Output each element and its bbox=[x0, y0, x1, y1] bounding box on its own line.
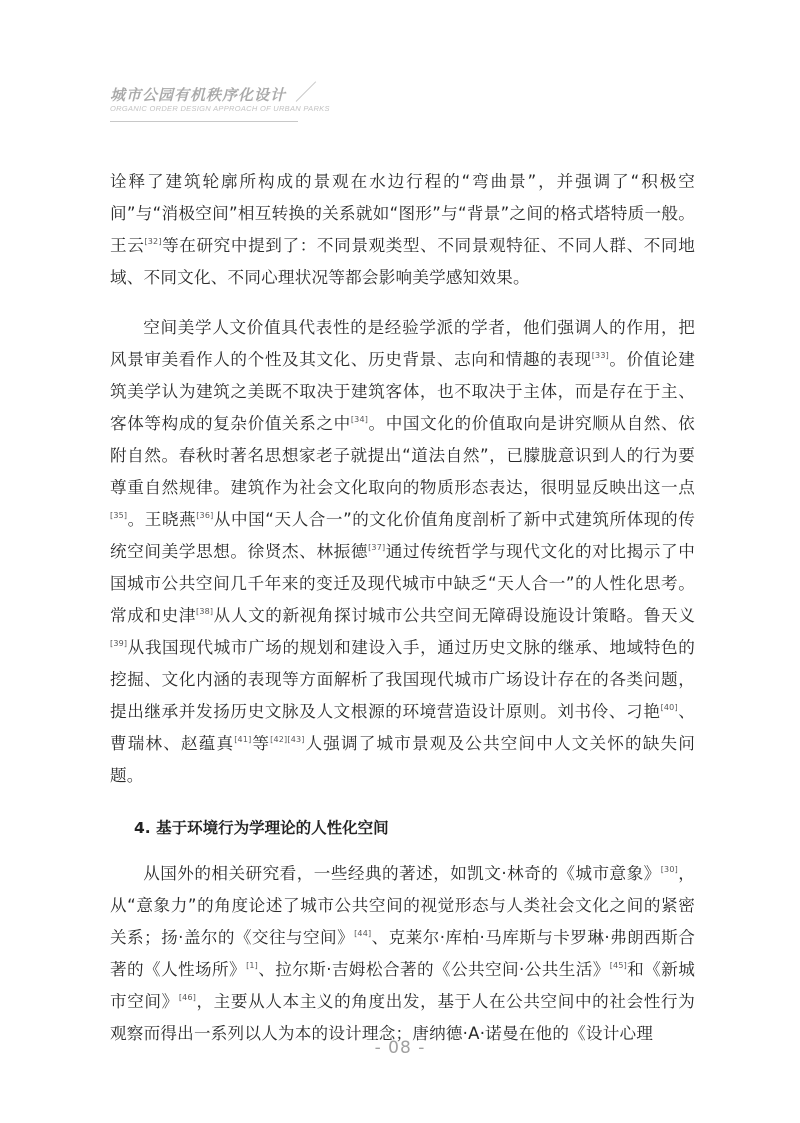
paragraph-3 bbox=[110, 858, 695, 1050]
text-span: 人强调了城市景观及公共空间中人文关怀的缺失问题。 bbox=[110, 734, 695, 785]
header-rule bbox=[110, 121, 298, 122]
citation-ref: [37] bbox=[368, 543, 386, 552]
citation-ref: [32] bbox=[144, 237, 162, 246]
citation-ref: [34] bbox=[350, 415, 369, 424]
citation-ref: [44] bbox=[354, 929, 372, 938]
citation-ref: [30] bbox=[660, 865, 678, 874]
body-text bbox=[110, 166, 695, 1050]
text-span: 诠释了建筑轮廓所构成的景观在水边行程的“弯曲景”，并强调了“积极空间”与“消极空间”相互转换的关系就如“图形”与“背景”之间的格式塔特质一般。王云 bbox=[110, 172, 695, 255]
text-span: 从我国现代城市广场的规划和建设入手，通过历史文脉的继承、地域特色的挖掘、文化内涵的表现等方面解析了我国现代城市广场设计存在的各类问题，提出继承并发扬历史文脉及人文根源的环境营造设计原则。刘书伶、刁艳 bbox=[110, 638, 695, 721]
citation-ref: [33] bbox=[591, 351, 609, 360]
citation-ref: [46] bbox=[178, 993, 197, 1002]
text-span: 、克莱尔·库柏·马库斯与卡罗琳·弗朗西斯合著的《人性场所》 bbox=[110, 928, 695, 979]
citation-ref: [1] bbox=[246, 961, 258, 970]
section-heading: 4. 基于环境行为学理论的人性化空间 bbox=[134, 819, 389, 837]
text-span: 空间美学人文价值具代表性的是经验学派的学者，他们强调人的作用，把风景审美看作人的个性及其文化、历史背景、志向和情趣的表现 bbox=[110, 318, 695, 369]
citation-ref: [36] bbox=[196, 511, 214, 520]
text-span: 从人文的新视角探讨城市公共空间无障碍设施设计策略。鲁天义 bbox=[213, 606, 695, 625]
text-span: 。中国文化的价值取向是讲究顺从自然、依附自然。春秋时著名思想家老子就提出“道法自然”，已朦胧意识到人的行为要尊重自然规律。建筑作为社会文化取向的物质形态表达，很明显反映出这一点 bbox=[110, 414, 695, 497]
text-span: 和《新城市空间》 bbox=[110, 960, 695, 1011]
text-span: 等在研究中提到了：不同景观类型、不同景观特征、不同人群、不同地域、不同文化、不同心理状况等都会影响美学感知效果。 bbox=[110, 236, 696, 287]
text-span: 从中国“天人合一”的文化价值角度剖析了新中式建筑所体现的传统空间美学思想。徐贤杰、林振德 bbox=[110, 510, 695, 561]
citation-ref: [40] bbox=[660, 703, 678, 712]
text-span: 、拉尔斯·吉姆松合著的《公共空间·公共生活》 bbox=[258, 960, 610, 979]
text-span: 等 bbox=[251, 734, 271, 753]
text-span: 通过传统哲学与现代文化的对比揭示了中国城市公共空间几千年来的变迁及现代城市中缺乏“天人合一”的人性化思考。常成和史津 bbox=[110, 542, 695, 625]
text-span: ，主要从人本主义的角度出发，基于人在公共空间中的社会性行为观察而得出一系列以人为本的设计理念；唐纳德·A·诺曼在他的《设计心理 bbox=[110, 992, 695, 1043]
text-span: ，从“意象力”的角度论述了城市公共空间的视觉形态与人类社会文化之间的紧密关系；扬·盖尔的《交往与空间》 bbox=[110, 864, 695, 947]
text-span: 。价值论建筑美学认为建筑之美既不取决于建筑客体，也不取决于主体，而是存在于主、客体等构成的复杂价值关系之中 bbox=[110, 350, 695, 433]
text-span: 、曹瑞林、赵蕴真 bbox=[110, 702, 696, 753]
text-span: 。王晓燕 bbox=[127, 510, 197, 529]
citation-ref: [41] bbox=[234, 735, 252, 744]
citation-ref: [45] bbox=[609, 961, 627, 970]
page-number: - 08 - bbox=[374, 1038, 426, 1058]
citation-ref: [35] bbox=[110, 511, 128, 520]
header-title: 城市公园有机秩序化设计 bbox=[110, 86, 287, 104]
citation-ref: [38] bbox=[196, 607, 214, 616]
header-subtitle: ORGANIC ORDER DESIGN APPROACH OF URBAN PARKS bbox=[110, 104, 330, 113]
paragraph-2 bbox=[110, 312, 695, 792]
citation-ref: [42][43] bbox=[270, 735, 305, 744]
text-span: 从国外的相关研究看，一些经典的著述，如凯文·林奇的《城市意象》 bbox=[143, 864, 661, 883]
paragraph-1 bbox=[110, 166, 695, 294]
citation-ref: [39] bbox=[110, 639, 128, 648]
